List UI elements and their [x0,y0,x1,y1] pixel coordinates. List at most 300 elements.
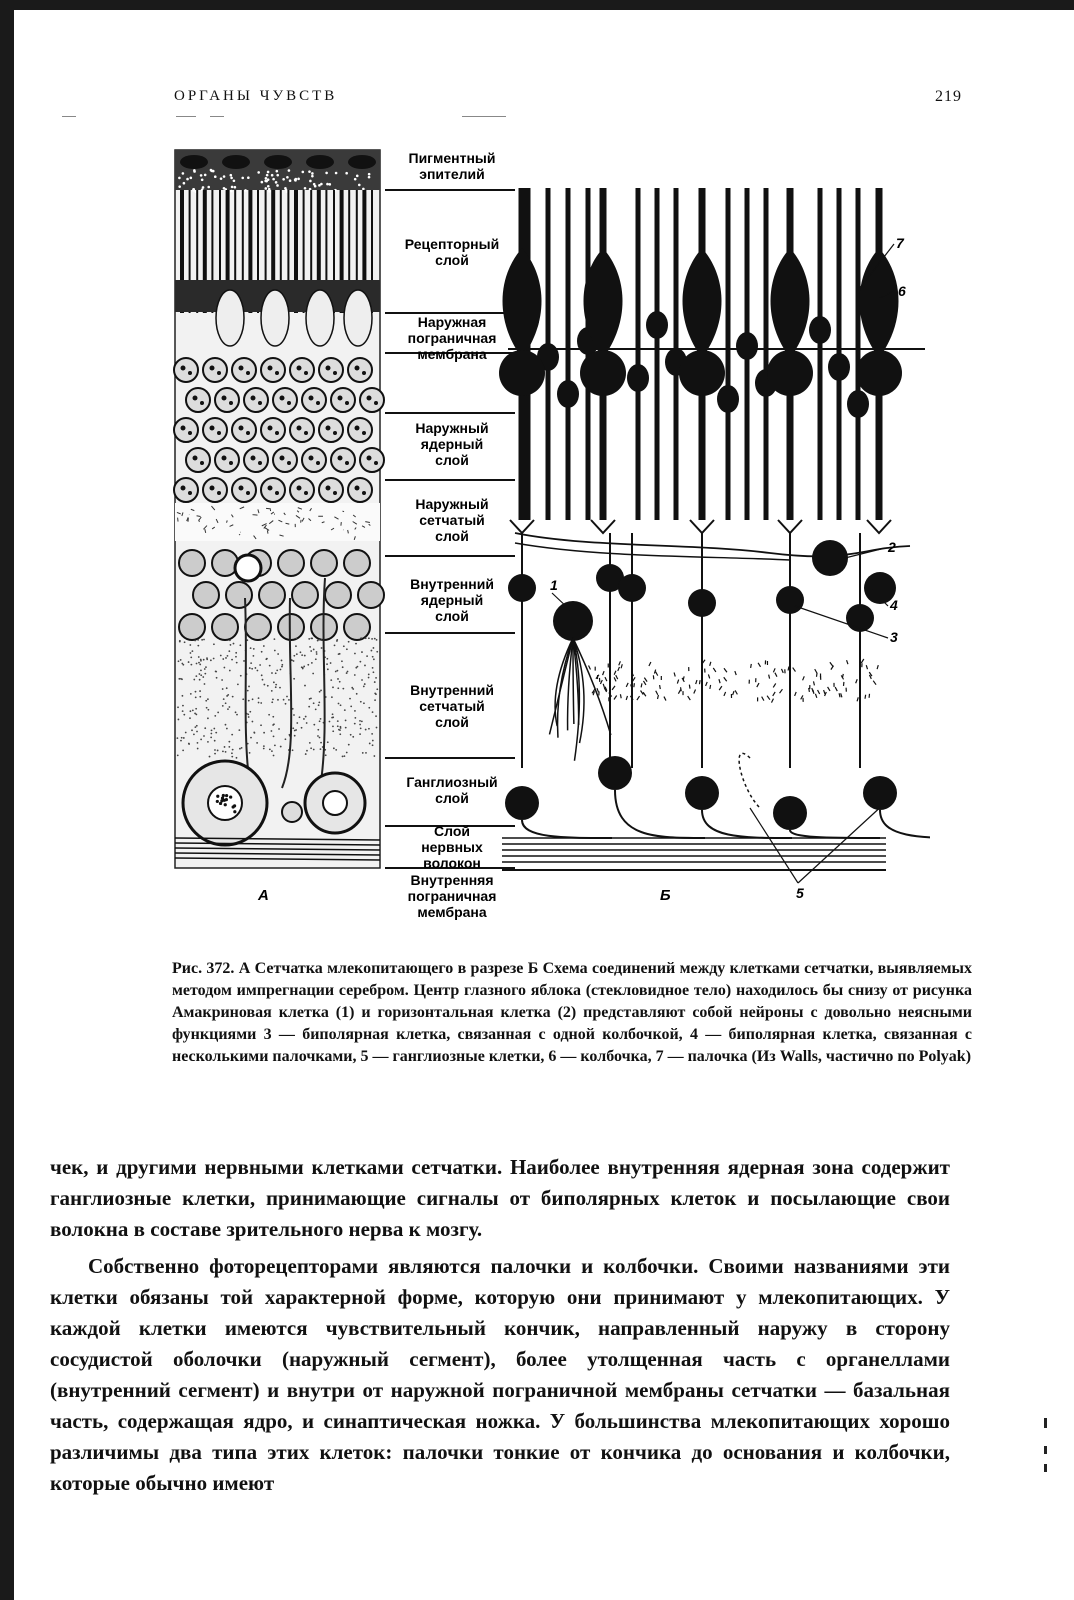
neuropil-dot [273,755,275,757]
inner-plexiform-branch [773,683,776,687]
neuropil-dot [217,750,219,752]
neuropil-dot [191,729,193,731]
outer-nucleus [203,358,227,382]
neuropil-dot [313,649,315,651]
neuropil-dot [197,645,199,647]
rod-nucleus [646,311,668,339]
neuropil-dot [321,639,323,641]
neuropil-dot [271,701,273,703]
pigment-granule [244,189,247,192]
neuropil-dot [269,748,271,750]
outer-nucleus [186,448,210,472]
chromatin [287,401,291,405]
layer-label: слой [435,252,469,268]
neuropil-dot [210,737,212,739]
caption-text: Рис. 372. А Сетчатка млекопитающего в разрезе Б Схема соединений между клетками сетчатки, выявляемых методом импрегнации серебром. Центр глазного яблока (стекловидное тело) находилось бы снизу от рисунка Амакриновая клетка (1) и горизонтальная клетка (2) представляют собой нейроны с довольно неясными функциями 3 — биполярная клетка, связанная с одной колбочкой, 4 — биполярная клетка, связанная с несколькими палочками, 5 — ганглиозные клетки, 6 — колбочка, 7 — палочка (Из Walls, частично по Polyak) [172,960,972,1065]
neuropil-dot [355,643,357,645]
neuropil-dot [261,674,263,676]
neuropil-dot [206,658,208,660]
neuropil-dot [263,745,265,747]
neuropil-dot [285,703,287,705]
pigment-granule [241,177,244,180]
neuropil-dot [319,737,321,739]
neuropil-dot [312,673,314,675]
inner-plexiform-branch [643,681,645,685]
neuropil-dot [331,717,333,719]
neuropil-dot [199,673,201,675]
layer-label: Рецепторный [404,236,500,252]
inner-nucleus [212,614,238,640]
outer-nucleus [174,478,198,502]
panel-a-label: А [258,887,269,904]
callout-number: 5 [796,885,804,901]
pigment-granule [201,178,204,181]
neuropil-dot [238,729,240,731]
neuropil-dot [274,745,276,747]
inner-plexiform-branch [689,685,690,689]
neuropil-dot [296,653,298,655]
pigment-granule [266,174,269,177]
inner-plexiform-branch [688,696,691,700]
amacrine-nucleus [235,555,261,581]
neuropil-dot [318,701,320,703]
layer-label: сетчатый [419,698,485,714]
pigment-granule [368,173,371,176]
cone-body [344,290,372,346]
neuropil-dot [242,698,244,700]
neuropil-dot [366,655,368,657]
pigment-granule [267,171,270,174]
outer-nucleus [261,478,285,502]
neuropil-dot [205,700,207,702]
neuropil-dot [235,652,237,654]
ganglion-cell [505,786,539,820]
neuropil-dot [190,664,192,666]
neuropil-dot [272,716,274,718]
neuropil-dot [281,660,283,662]
neuropil-dot [228,741,230,743]
neuropil-dot [214,749,216,751]
inner-plexiform-branch [733,691,734,695]
outer-nucleus [215,448,239,472]
neuropil-dot [303,718,305,720]
neuropil-dot [376,688,378,690]
margin-mark [1044,1446,1047,1454]
inner-nucleus [278,550,304,576]
neuropil-dot [223,698,225,700]
neuropil-dot [372,740,374,742]
neuropil-dot [193,733,195,735]
neuropil-dot [205,666,207,668]
neuropil-dot [320,748,322,750]
neuropil-dot [283,699,285,701]
neuropil-dot [231,752,233,754]
neuropil-dot [231,734,233,736]
inner-plexiform-branch [877,665,878,669]
chromatin [275,431,279,435]
neuropil-dot [354,710,356,712]
neuropil-dot [275,686,277,688]
inner-nucleus [259,582,285,608]
neuropil-dot [315,708,317,710]
neuropil-dot [225,657,227,659]
inner-plexiform-branch [735,671,736,675]
neuropil-dot [275,684,277,686]
neuropil-dot [376,639,378,641]
neuropil-dot [268,714,270,716]
neuropil-dot [354,653,356,655]
neuropil-dot [327,668,329,670]
inner-plexiform-branch [793,668,796,672]
neuropil-dot [337,720,339,722]
neuropil-dot [317,735,319,737]
body-paragraph: чек, и другими нервными клетками сетчатки. Наиболее внутренняя ядерная зона содержит ганглиозные клетки, принимающие сигналы от биполярных клеток и посылающие свои волокна в составе зрительного нерва к мозгу. [50,1155,950,1241]
inner-plexiform-branch [674,672,675,676]
neuropil-dot [342,688,344,690]
outer-nucleus [232,358,256,382]
neuropil-dot [365,637,367,639]
neuropil-dot [313,749,315,751]
chromatin [316,401,320,405]
neuropil-dot [178,678,180,680]
neuropil-dot [313,702,315,704]
chromatin [338,396,343,401]
inner-plexiform-branch [780,689,783,693]
chromatin [333,371,337,375]
chromatin [222,456,227,461]
neuropil-dot [263,684,265,686]
neuropil-dot [204,727,206,729]
neuropil-dot [192,709,194,711]
inner-plexiform-branch [839,693,840,697]
neuropil-dot [273,723,275,725]
neuropil-dot [225,724,227,726]
inner-plexiform-branch [614,671,616,675]
pigment-granule [204,174,207,177]
neuropil-dot [267,685,269,687]
neuropil-dot [343,755,345,757]
neuropil-dot [248,716,250,718]
inner-nucleus [193,582,219,608]
neuropil-dot [231,659,233,661]
neuropil-dot [236,757,238,759]
neuropil-dot [273,735,275,737]
chromatin [188,371,192,375]
inner-plexiform-branch [815,694,816,698]
inner-plexiform-branch [603,671,605,675]
inner-plexiform-branch [873,681,876,685]
neuropil-dot [304,655,306,657]
inner-nucleus [226,582,252,608]
inner-plexiform-branch [605,677,607,681]
neuropil-dot [207,698,209,700]
neuropil-dot [226,728,228,730]
layer-label: слой [435,714,469,730]
pigment-granule [345,172,348,175]
pigment-granule [356,175,359,178]
layer-label: Наружный [415,496,489,512]
pigment-granule [268,190,271,193]
neuropil-dot [259,664,261,666]
outer-nucleus [261,358,285,382]
neuropil-dot [224,746,226,748]
neuropil-dot [278,728,280,730]
neuropil-dot [356,693,358,695]
margin-mark [1044,1464,1047,1472]
inner-nucleus [179,614,205,640]
chromatin [333,431,337,435]
pigment-granule [308,170,311,173]
neuropil-dot [210,659,212,661]
chromatin [193,456,198,461]
neuropil-dot [274,650,276,652]
neuropil-dot [292,749,294,751]
neuropil-dot [368,637,370,639]
neuropil-dot [222,705,224,707]
chromatin [268,486,273,491]
inner-plexiform-branch [847,660,848,664]
neuropil-dot [231,756,233,758]
chromatin [246,491,250,495]
running-head: ОРГАНЫ ЧУВСТВ [174,88,338,104]
inner-nucleus [344,550,370,576]
chromatin [362,371,366,375]
inner-plexiform-branch [644,678,647,682]
neuropil-dot [319,720,321,722]
neuropil-dot [196,725,198,727]
inner-plexiform-branch [614,677,616,681]
chromatin [181,366,186,371]
neuropil-dot [237,683,239,685]
layer-label: пограничная [407,888,497,904]
neuropil-dot [222,750,224,752]
inner-nucleus [325,582,351,608]
inner-plexiform-branch [824,690,825,694]
neuropil-dot [295,729,297,731]
neuropil-dot [361,679,363,681]
neuropil-dot [376,651,378,653]
neuropil-dot [194,713,196,715]
neuropil-dot [232,749,234,751]
neuropil-dot [293,714,295,716]
neuropil-dot [273,681,275,683]
chromatin [374,461,378,465]
neuropil-dot [341,660,343,662]
neuropil-dot [295,645,297,647]
neuropil-dot [327,741,329,743]
outer-nucleus [319,358,343,382]
inner-plexiform-branch [706,682,708,686]
retina-figure [170,148,930,938]
neuropil-dot [243,660,245,662]
neuropil-dot [326,658,328,660]
plexiform-fiber [227,520,228,522]
neuropil-dot [228,746,230,748]
neuropil-dot [178,719,180,721]
layer-label: волокон [423,855,481,871]
chromatin [246,371,250,375]
inner-plexiform-branch [616,675,618,679]
pigment-granule [230,190,233,193]
neuropil-dot [193,679,195,681]
callout-number: 1 [550,577,558,593]
chromatin [233,804,236,807]
neuropil-dot [247,713,249,715]
neuropil-dot [181,737,183,739]
chromatin [188,431,192,435]
inner-plexiform-branch [769,675,770,679]
neuropil-dot [305,753,307,755]
neuropil-dot [195,675,197,677]
neuropil-dot [339,733,341,735]
neuropil-dot [206,707,208,709]
pigment-granule [257,171,260,174]
layer-label: Наружный [415,420,489,436]
neuropil-dot [260,702,262,704]
outer-nucleus [273,448,297,472]
inner-plexiform-branch [757,683,759,687]
pigment-granule [223,187,226,190]
outer-nucleus [319,418,343,442]
neuropil-dot [349,698,351,700]
chromatin [316,461,320,465]
neuropil-dot [361,651,363,653]
pigment-granule [320,183,323,186]
neuropil-dot [274,638,276,640]
neuropil-dot [188,661,190,663]
neuropil-dot [182,710,184,712]
neuropil-dot [279,687,281,689]
chromatin [297,426,302,431]
inner-plexiform-branch [710,662,711,666]
cone-pedicle [591,520,615,533]
pigment-granule [223,175,226,178]
outer-nucleus [290,358,314,382]
layer-label: пограничная [407,330,497,346]
inner-plexiform-branch [589,666,591,670]
neuropil-dot [342,666,344,668]
inner-nucleus [179,550,205,576]
inner-plexiform-branch [696,680,697,684]
layer-label: слой [435,608,469,624]
chromatin [287,461,291,465]
bipolar-cell [688,589,716,617]
outer-nucleus [331,448,355,472]
neuropil-dot [194,640,196,642]
pigment-nucleus [180,155,208,169]
inner-plexiform-branch [841,693,842,697]
chromatin [181,426,186,431]
inner-plexiform-branch [866,665,867,669]
neuropil-dot [296,722,298,724]
neuropil-dot [229,670,231,672]
outer-nucleus [174,418,198,442]
neuropil-dot [184,641,186,643]
neuropil-dot [230,644,232,646]
inner-plexiform-branch [678,690,680,694]
rod-nucleus [557,380,579,408]
neuropil-dot [332,713,334,715]
outer-nucleus [273,388,297,412]
neuropil-dot [239,644,241,646]
outer-nucleus [215,388,239,412]
horizontal-process [515,533,910,556]
neuropil-dot [344,709,346,711]
chromatin [275,491,279,495]
neuropil-dot [271,730,273,732]
neuropil-dot [190,656,192,658]
neuropil-dot [226,695,228,697]
neuropil-dot [373,755,375,757]
neuropil-dot [256,742,258,744]
neuropil-dot [249,711,251,713]
neuropil-dot [311,662,313,664]
inner-plexiform-branch [809,688,810,692]
pigment-nucleus [348,155,376,169]
chromatin [222,396,227,401]
chromatin [309,396,314,401]
chromatin [200,461,204,465]
pigment-granule [354,178,357,181]
neuropil-dot [326,663,328,665]
chromatin [188,491,192,495]
neuropil-dot [300,651,302,653]
neuropil-dot [354,674,356,676]
pigment-granule [210,169,213,172]
inner-nucleus [311,550,337,576]
neuropil-dot [197,639,199,641]
neuropil-dot [265,658,267,660]
neuropil-dot [317,640,319,642]
neuropil-dot [207,741,209,743]
pigment-nucleus [264,155,292,169]
neuropil-dot [363,686,365,688]
inner-plexiform-branch [619,661,621,665]
neuropil-dot [372,667,374,669]
pigment-granule [335,172,338,175]
chromatin [304,431,308,435]
rod-nucleus [828,353,850,381]
neuropil-dot [182,749,184,751]
neuropil-dot [189,710,191,712]
neuropil-dot [293,660,295,662]
neuropil-dot [339,653,341,655]
chromatin [362,491,366,495]
neuropil-dot [361,720,363,722]
neuropil-dot [202,676,204,678]
inner-plexiform-branch [656,691,658,695]
chromatin [224,803,227,806]
ganglion-nucleus [323,791,347,815]
pigment-granule [325,172,328,175]
pigment-granule [358,184,361,187]
neuropil-dot [220,655,222,657]
inner-plexiform-branch [694,690,696,694]
neuropil-dot [331,696,333,698]
amacrine-dendrite [549,638,573,734]
neuropil-dot [198,656,200,658]
chromatin [200,401,204,405]
outer-nucleus [232,418,256,442]
neuropil-dot [308,638,310,640]
inner-plexiform-branch [597,688,598,692]
pigment-granule [311,172,314,175]
plexiform-fiber [197,516,201,517]
outer-nucleus [290,478,314,502]
neuropil-dot [227,708,229,710]
neuropil-dot [203,735,205,737]
neuropil-dot [222,658,224,660]
